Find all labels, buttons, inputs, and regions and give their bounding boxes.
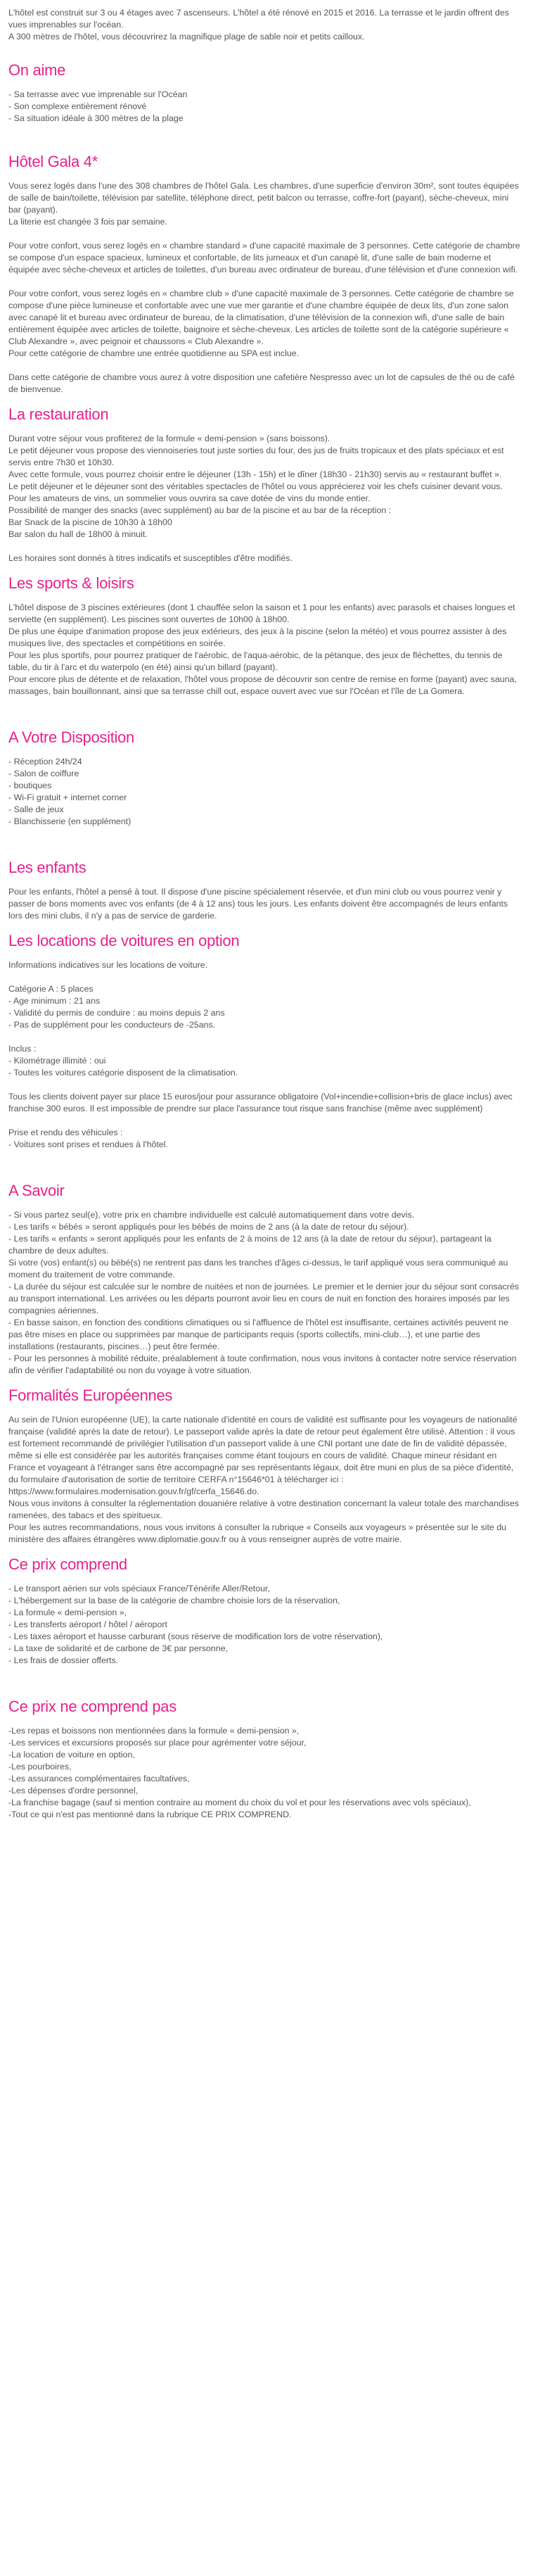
list-item: - Les transferts aéroport / hôtel / aéroport bbox=[8, 1620, 167, 1629]
formalites-section bbox=[8, 1387, 523, 1546]
restauration-line: Bar salon du hall de 18h00 à minuit. bbox=[8, 529, 148, 539]
list-item: - Sa situation idéale à 300 mètres de la plage bbox=[8, 113, 184, 123]
formalites-line: Nous vous invitons à consulter la réglementation douanière relative à votre destination concernant la valeur totale des marchandises ramenées, des tabacs et des spiritueux. bbox=[8, 1498, 519, 1520]
list-item: -Les assurances complémentaires facultatives, bbox=[8, 1774, 190, 1783]
on-aime-section bbox=[8, 61, 523, 125]
enfants-text: Pour les enfants, l'hôtel a pensé à tout. Il dispose d'une piscine spécialement réservée, et d'un mini club ou vous pourrez venir y passer de bons moments avec vos enfants (de 4 à 12 ans) tous les jours. Les enfants doivent être accompagnés de leurs enfants lors des mini clubs, il n'y a pas de service de garderie. bbox=[8, 887, 508, 921]
voitures-section bbox=[8, 932, 523, 1151]
restauration-line: Bar Snack de la piscine de 10h30 à 18h00 bbox=[8, 517, 172, 527]
list-item: -Tout ce qui n'est pas mentionné dans la rubrique CE PRIX COMPREND. bbox=[8, 1810, 292, 1819]
sports-title: Les sports & loisirs bbox=[8, 574, 134, 592]
savoir-line: - En basse saison, en fonction des conditions climatiques ou si l'affluence de l'hôtel est insuffisante, certaines activités peuvent ne pas être mises en place ou supprimées par manque de participants requis (sports collectifs, mini-club…), et une partie des installations (restaurants, piscines…) peut être fermée. bbox=[8, 1318, 508, 1351]
list-item: - Les taxes aéroport et hausse carburant (sous réserve de modification lors de votre réservation), bbox=[8, 1631, 383, 1641]
voitures-cat-line: - Pas de supplément pour les conducteurs de -25ans. bbox=[8, 1020, 216, 1030]
restauration-title: La restauration bbox=[8, 405, 109, 423]
list-item: -La franchise bagage (sauf si mention contraire au moment du choix du vol et pour les réservations avec vols spéciaux), bbox=[8, 1798, 471, 1807]
disposition-title: A Votre Disposition bbox=[8, 728, 134, 746]
comprend-title: Ce prix comprend bbox=[8, 1555, 127, 1573]
list-item: - Le transport aérien sur vols spéciaux France/Ténérife Aller/Retour, bbox=[8, 1584, 270, 1593]
savoir-line: - La durée du séjour est calculée sur le nombre de nuitées et non de journées. Le premier et le dernier jour du séjour sont consacrés au transport international. Les arrivées ou les départs pourront avoir lieu en cours de nuit en fonction des horaires imposés par les compagnies aériennes. bbox=[8, 1282, 519, 1315]
enfants-title: Les enfants bbox=[8, 859, 86, 876]
list-item: -Les dépenses d'ordre personnel, bbox=[8, 1786, 139, 1795]
on-aime-title: On aime bbox=[8, 61, 66, 79]
list-item: - Les frais de dossier offerts. bbox=[8, 1655, 119, 1665]
restauration-line: Pour les amateurs de vins, un sommelier vous ouvrira sa cave dotée de vins du monde entier. bbox=[8, 493, 371, 503]
intro-section bbox=[8, 7, 523, 43]
restauration-section bbox=[8, 405, 523, 564]
disposition-section bbox=[8, 728, 523, 828]
list-item: -Les pourboires, bbox=[8, 1762, 72, 1772]
list-item: - La formule « demi-pension », bbox=[8, 1608, 127, 1617]
savoir-line: Si votre (vos) enfant(s) ou bébé(s) ne rentrent pas dans les tranches d'âges ci-dessus, le tarif appliqué vous sera communiqué au moment du traitement de votre commande. bbox=[8, 1258, 508, 1280]
voitures-cat-line: - Validité du permis de conduire : au moins depuis 2 ans bbox=[8, 1008, 225, 1018]
intro-text: L'hôtel est construit sur 3 ou 4 étages avec 7 ascenseurs. L'hôtel a été rénové en 2015 et 2016. La terrasse et le jardin offrent des vues imprenables sur l'océan. bbox=[8, 8, 509, 30]
savoir-line: - Si vous partez seul(e), votre prix en chambre individuelle est calculé automatiquement dans votre devis. bbox=[8, 1210, 415, 1220]
savoir-section bbox=[8, 1182, 523, 1377]
list-item: - boutiques bbox=[8, 781, 52, 790]
savoir-line: - Les tarifs « enfants » seront appliqués pour les enfants de 2 à moins de 12 ans (à la date de retour du séjour), partageant la chambre de deux adultes. bbox=[8, 1234, 492, 1256]
voitures-inclus-line: Inclus : bbox=[8, 1044, 37, 1054]
standard-room-text: Pour votre confort, vous serez logés en « chambre standard » d'une capacité maximale de 3 personnes. Cette catégorie de chambre se compose d'un espace spacieux, lumineux et confortable, de lits jumeaux et d'un canapé lit, d'une salle de bain moderne et équipée avec sèche-cheveux et articles de toilettes, d'un bureau avec ordinateur de bureau, d'une télévision et d'une connexion wifi. bbox=[8, 241, 520, 274]
savoir-line: - Pour les personnes à mobilité réduite, préalablement à toute confirmation, nous vous invitons à contacter notre service réservation afin de vérifier l'adaptabilité ou non du voyage à votre situation. bbox=[8, 1353, 517, 1375]
formalites-link: https://www.formulaires.modernisation.gouv.fr/gf/cerfa_15646.do. bbox=[8, 1486, 259, 1496]
voitures-inclus-line: - Toutes les voitures catégorie disposent de la climatisation. bbox=[8, 1068, 238, 1078]
voitures-cat-line: Catégorie A : 5 places bbox=[8, 984, 94, 994]
sports-line: Pour encore plus de détente et de relaxation, l'hôtel vous propose de découvrir son centre de remise en forme (payant) avec sauna, massages, bain bouillonnant, ainsi que sa terrasse chill out, espace ouvert avec vue sur l'Océan et l'île de La Gomera. bbox=[8, 674, 517, 696]
restauration-line: Possibilité de manger des snacks (avec supplément) au bar de la piscine et au bar de la réception : bbox=[8, 505, 392, 515]
savoir-line: - Les tarifs « bébés » seront appliqués pour les bébés de moins de 2 ans (à la date de retour du séjour). bbox=[8, 1222, 409, 1232]
list-item: -Les services et excursions proposés sur place pour agrémenter votre séjour, bbox=[8, 1738, 307, 1748]
list-item: - Sa terrasse avec vue imprenable sur l'Océan bbox=[8, 89, 188, 99]
restauration-line: Le petit déjeuner vous propose des viennoiseries tout juste sorties du four, des jus de fruits tropicaux et des plats spéciaux et est servis entre 7h30 et 10h30. bbox=[8, 446, 504, 467]
restauration-line: Durant votre séjour vous profiterez de la formule « demi-pension » (sans boissons). bbox=[8, 434, 330, 443]
list-item: - Blanchisserie (en supplément) bbox=[8, 816, 131, 826]
club-room-text: Pour votre confort, vous serez logés en « chambre club » d'une capacité maximale de 3 personnes. Cette catégorie de chambre se compose d'une pièce lumineuse et confortable avec une vue mer garantie et d'une chambre équipée de deux lits, d'un zone salon avec canapé lit et bureau avec ordinateur de bureau, de la climatisation, d'une télévision de la connexion wifi, d'une salle de bain entièrement équipée avec articles de toilette, baignoire et sèche-cheveux. Les articles de toilette sont de la catégorie supérieure « Club Alexandre », avec peignoir et chaussons « Club Alexandre ». bbox=[8, 289, 514, 346]
list-item: -Les repas et boissons non mentionnées dans la formule « demi-pension », bbox=[8, 1726, 300, 1736]
comprend-section bbox=[8, 1555, 523, 1667]
formalites-line: Au sein de l'Union européenne (UE), la carte nationale d'identité en cours de validité est suffisante pour les voyageurs de nationalité française (validité après la date de retour). Le passeport valide après la date de retour peut également être utilisé. Attention : il vous est fortement recommandé de privilégier l'utilisation d'un passeport valide à une CNI portant une date de fin de validité dépassée, même si elle est considérée par les autorités françaises comme étant toujours en cours de validité. Chaque mineur résidant en France et voyageant à l'étranger sans être accompagné par ses représentants légaux, doit être muni en plus de sa pièce d'identité, du formulaire d'autorisation de sortie de territoire CERFA n°15646*01 à télécharger ici : bbox=[8, 1415, 518, 1484]
restauration-line: Avec cette formule, vous pourrez choisir entre le déjeuner (13h - 15h) et le dîner (18h30 - 21h30) servis au « restaurant buffet ». bbox=[8, 469, 502, 479]
restauration-line: Le petit déjeuner et le déjeuner sont des véritables spectacles de l'hôtel ou vous apprécierez voir les chefs cuisiner devant vous. bbox=[8, 481, 503, 491]
list-item: -La location de voiture en option, bbox=[8, 1750, 135, 1760]
savoir-title: A Savoir bbox=[8, 1182, 65, 1199]
voitures-title: Les locations de voitures en option bbox=[8, 932, 240, 949]
formalites-title: Formalités Européennes bbox=[8, 1387, 173, 1404]
hotel-section bbox=[8, 153, 523, 396]
list-item: - L'hébergement sur la base de la catégorie de chambre choisie lors de la réservation, bbox=[8, 1596, 340, 1605]
voitures-intro: Informations indicatives sur les locations de voiture. bbox=[8, 960, 208, 970]
sports-line: L'hôtel dispose de 3 piscines extérieures (dont 1 chauffée selon la saison et 1 pour les enfants) avec parasols et chaises longues et serviette (en supplément). Les piscines sont ouvertes de 10h00 à 18h00. bbox=[8, 602, 515, 624]
ne-comprend-title: Ce prix ne comprend pas bbox=[8, 1698, 176, 1715]
spa-text: Pour cette catégorie de chambre une entrée quotidienne au SPA est inclue. bbox=[8, 348, 300, 358]
hotel-description: Vous serez logés dans l'une des 308 chambres de l'hôtel Gala. Les chambres, d'une superficie d'environ 30m², sont toutes équipées de salle de bain/toilette, télévision par satellite, téléphone direct, petit balcon ou terrasse, coffre-fort (payant), sèche-cheveux, mini bar (payant). bbox=[8, 181, 519, 215]
sports-line: Pour les plus sportifs, pour pourrez pratiquer de l'aérobic, de l'aqua-aérobic, de la pétanque, des jeux de fléchettes, du tennis de table, du tir à l'arc et du waterpolo (en été) ainsi qu'un billard (payant). bbox=[8, 650, 503, 672]
formalites-line: Pour les autres recommandations, nous vous invitons à consulter la rubrique « Conseils aux voyageurs » présentée sur le site du ministère des affaires étrangères www.diplomatie.gouv.fr ou à vous renseigner auprès de votre mairie. bbox=[8, 1522, 507, 1544]
voitures-prise-line: - Voitures sont prises et rendues à l'hôtel. bbox=[8, 1139, 168, 1149]
list-item: - La taxe de solidarité et de carbone de 3€ par personne, bbox=[8, 1643, 229, 1653]
voitures-prise-line: Prise et rendu des véhicules : bbox=[8, 1128, 123, 1137]
list-item: - Réception 24h/24 bbox=[8, 757, 82, 766]
ne-comprend-section bbox=[8, 1698, 523, 1821]
voitures-assurance: Tous les clients doivent payer sur place 15 euros/jour pour assurance obligatoire (Vol+incendie+collision+bris de glace inclus) avec franchise 300 euros. Il est impossible de prendre sur place l'assurance tout risque sans franchise (même avec supplément) bbox=[8, 1092, 513, 1113]
restauration-note: Les horaires sont donnés à titres indicatifs et susceptibles d'être modifiés. bbox=[8, 553, 293, 563]
enfants-section bbox=[8, 859, 523, 922]
hotel-title: Hôtel Gala 4* bbox=[8, 153, 98, 170]
voitures-inclus-line: - Kilométrage illimité : oui bbox=[8, 1056, 106, 1066]
list-item: - Salon de coiffure bbox=[8, 769, 79, 778]
sports-section bbox=[8, 574, 523, 697]
nespresso-text: Dans cette catégorie de chambre vous aurez à votre disposition une cafetière Nespresso avec un lot de capsules de thé ou de café de bienvenue. bbox=[8, 372, 515, 394]
list-item: - Son complexe entièrement rénové bbox=[8, 101, 147, 111]
hotel-bedding: La literie est changée 3 fois par semaine. bbox=[8, 217, 167, 227]
sports-line: De plus une équipe d'animation propose des jeux extérieurs, des jeux à la piscine (selon la météo) et vous pourrez assister à des musiques live, des spectacles et compétitions en soirée. bbox=[8, 626, 507, 648]
list-item: - Wi-Fi gratuit + internet corner bbox=[8, 793, 127, 802]
voitures-cat-line: - Age minimum : 21 ans bbox=[8, 996, 101, 1006]
intro-beach-text: A 300 mètres de l'hôtel, vous découvrirez la magnifique plage de sable noir et petits cailloux. bbox=[8, 32, 365, 42]
list-item: - Salle de jeux bbox=[8, 804, 64, 814]
